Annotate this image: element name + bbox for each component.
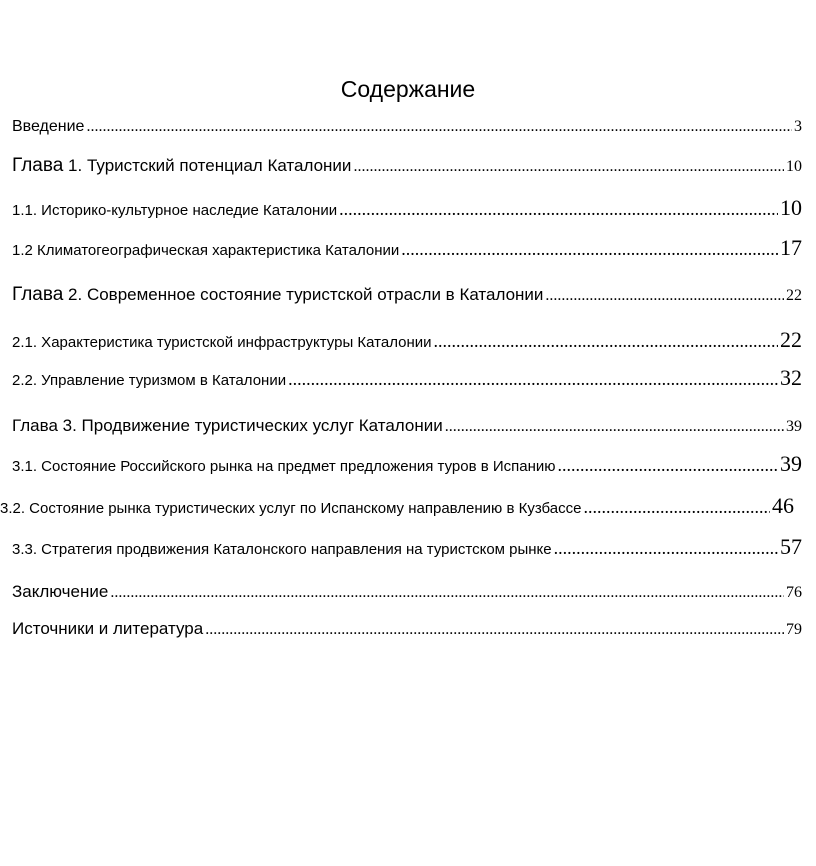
toc-entry-conclusion [12,582,802,602]
toc-entry-section-1-2 [12,235,802,261]
toc-entry-section-1-1 [12,195,802,221]
toc-leader-dots [339,199,778,220]
toc-page-number: 3 [794,118,802,135]
toc-entry-text: Заключение [12,582,109,601]
toc-entry-section-3-1 [12,451,802,477]
toc-leader-dots [401,239,778,260]
toc-leader-dots [434,331,778,352]
toc-page-number: 57 [780,534,802,559]
toc-leader-dots [205,621,784,639]
toc-entry-text: Введение [12,118,85,135]
toc-entry-text: 1. Туристский потенциал Каталонии [63,156,352,175]
toc-page-number: 79 [786,621,802,638]
toc-leader-dots [445,418,784,436]
toc-page-number: 22 [780,327,802,352]
toc-entry-section-2-1 [12,327,802,353]
toc-page-number: 46 [772,493,794,518]
toc-leader-dots [558,455,778,476]
toc-entry-text: 1.2 Климатогеографическая характеристика Каталонии [12,242,400,259]
toc-entry-section-3-2 [0,493,794,519]
toc-title: Содержание [340,76,476,102]
toc-page-number: 10 [780,195,802,220]
toc-entry-chapter-2 [12,284,802,306]
toc-chapter-prefix: Глава [12,284,64,305]
toc-chapter-prefix: Глава [12,155,64,176]
toc-page-number: 76 [786,584,802,601]
toc-entry-text: Глава 3. Продвижение туристических услуг Каталонии [12,416,443,435]
toc-page-number: 17 [780,235,802,260]
toc-page-number: 39 [786,418,802,435]
toc-leader-dots [554,538,778,559]
toc-entry-section-2-2 [12,365,802,391]
toc-entry-text: 1.1. Историко-культурное наследие Каталонии [12,202,338,219]
toc-leader-dots [86,118,792,136]
toc-page-number: 39 [780,451,802,476]
toc-entry-text: 2.1. Характеристика туристской инфраструктуры Каталонии [12,334,432,351]
toc-entry-section-3-3 [12,534,802,560]
toc-leader-dots [545,287,784,305]
toc-page-number: 32 [780,365,802,390]
toc-entry-text: 2. Современное состояние туристской отрасли в Каталонии [63,285,544,304]
toc-entry-text: 3.2. Состояние рынка туристических услуг по Испанскому направлению в Кузбассе [0,500,582,517]
toc-leader-dots [353,158,784,176]
toc-entry-chapter-1 [12,155,802,177]
toc-page-number: 10 [786,158,802,175]
toc-entry-text: Источники и литература [12,619,204,638]
toc-entry-chapter-3 [12,416,802,436]
toc-leader-dots [288,369,778,390]
toc-entry-text: 3.3. Стратегия продвижения Каталонского направления на туристском рынке [12,541,552,558]
toc-leader-dots [583,497,770,518]
toc-entry-text: 3.1. Состояние Российского рынка на предмет предложения туров в Испанию [12,458,556,475]
toc-entry-text: 2.2. Управление туризмом в Каталонии [12,372,287,389]
toc-leader-dots [110,584,784,602]
toc-page-number: 22 [786,287,802,304]
toc-entry-sources [12,619,802,639]
toc-entry-introduction [12,118,802,136]
